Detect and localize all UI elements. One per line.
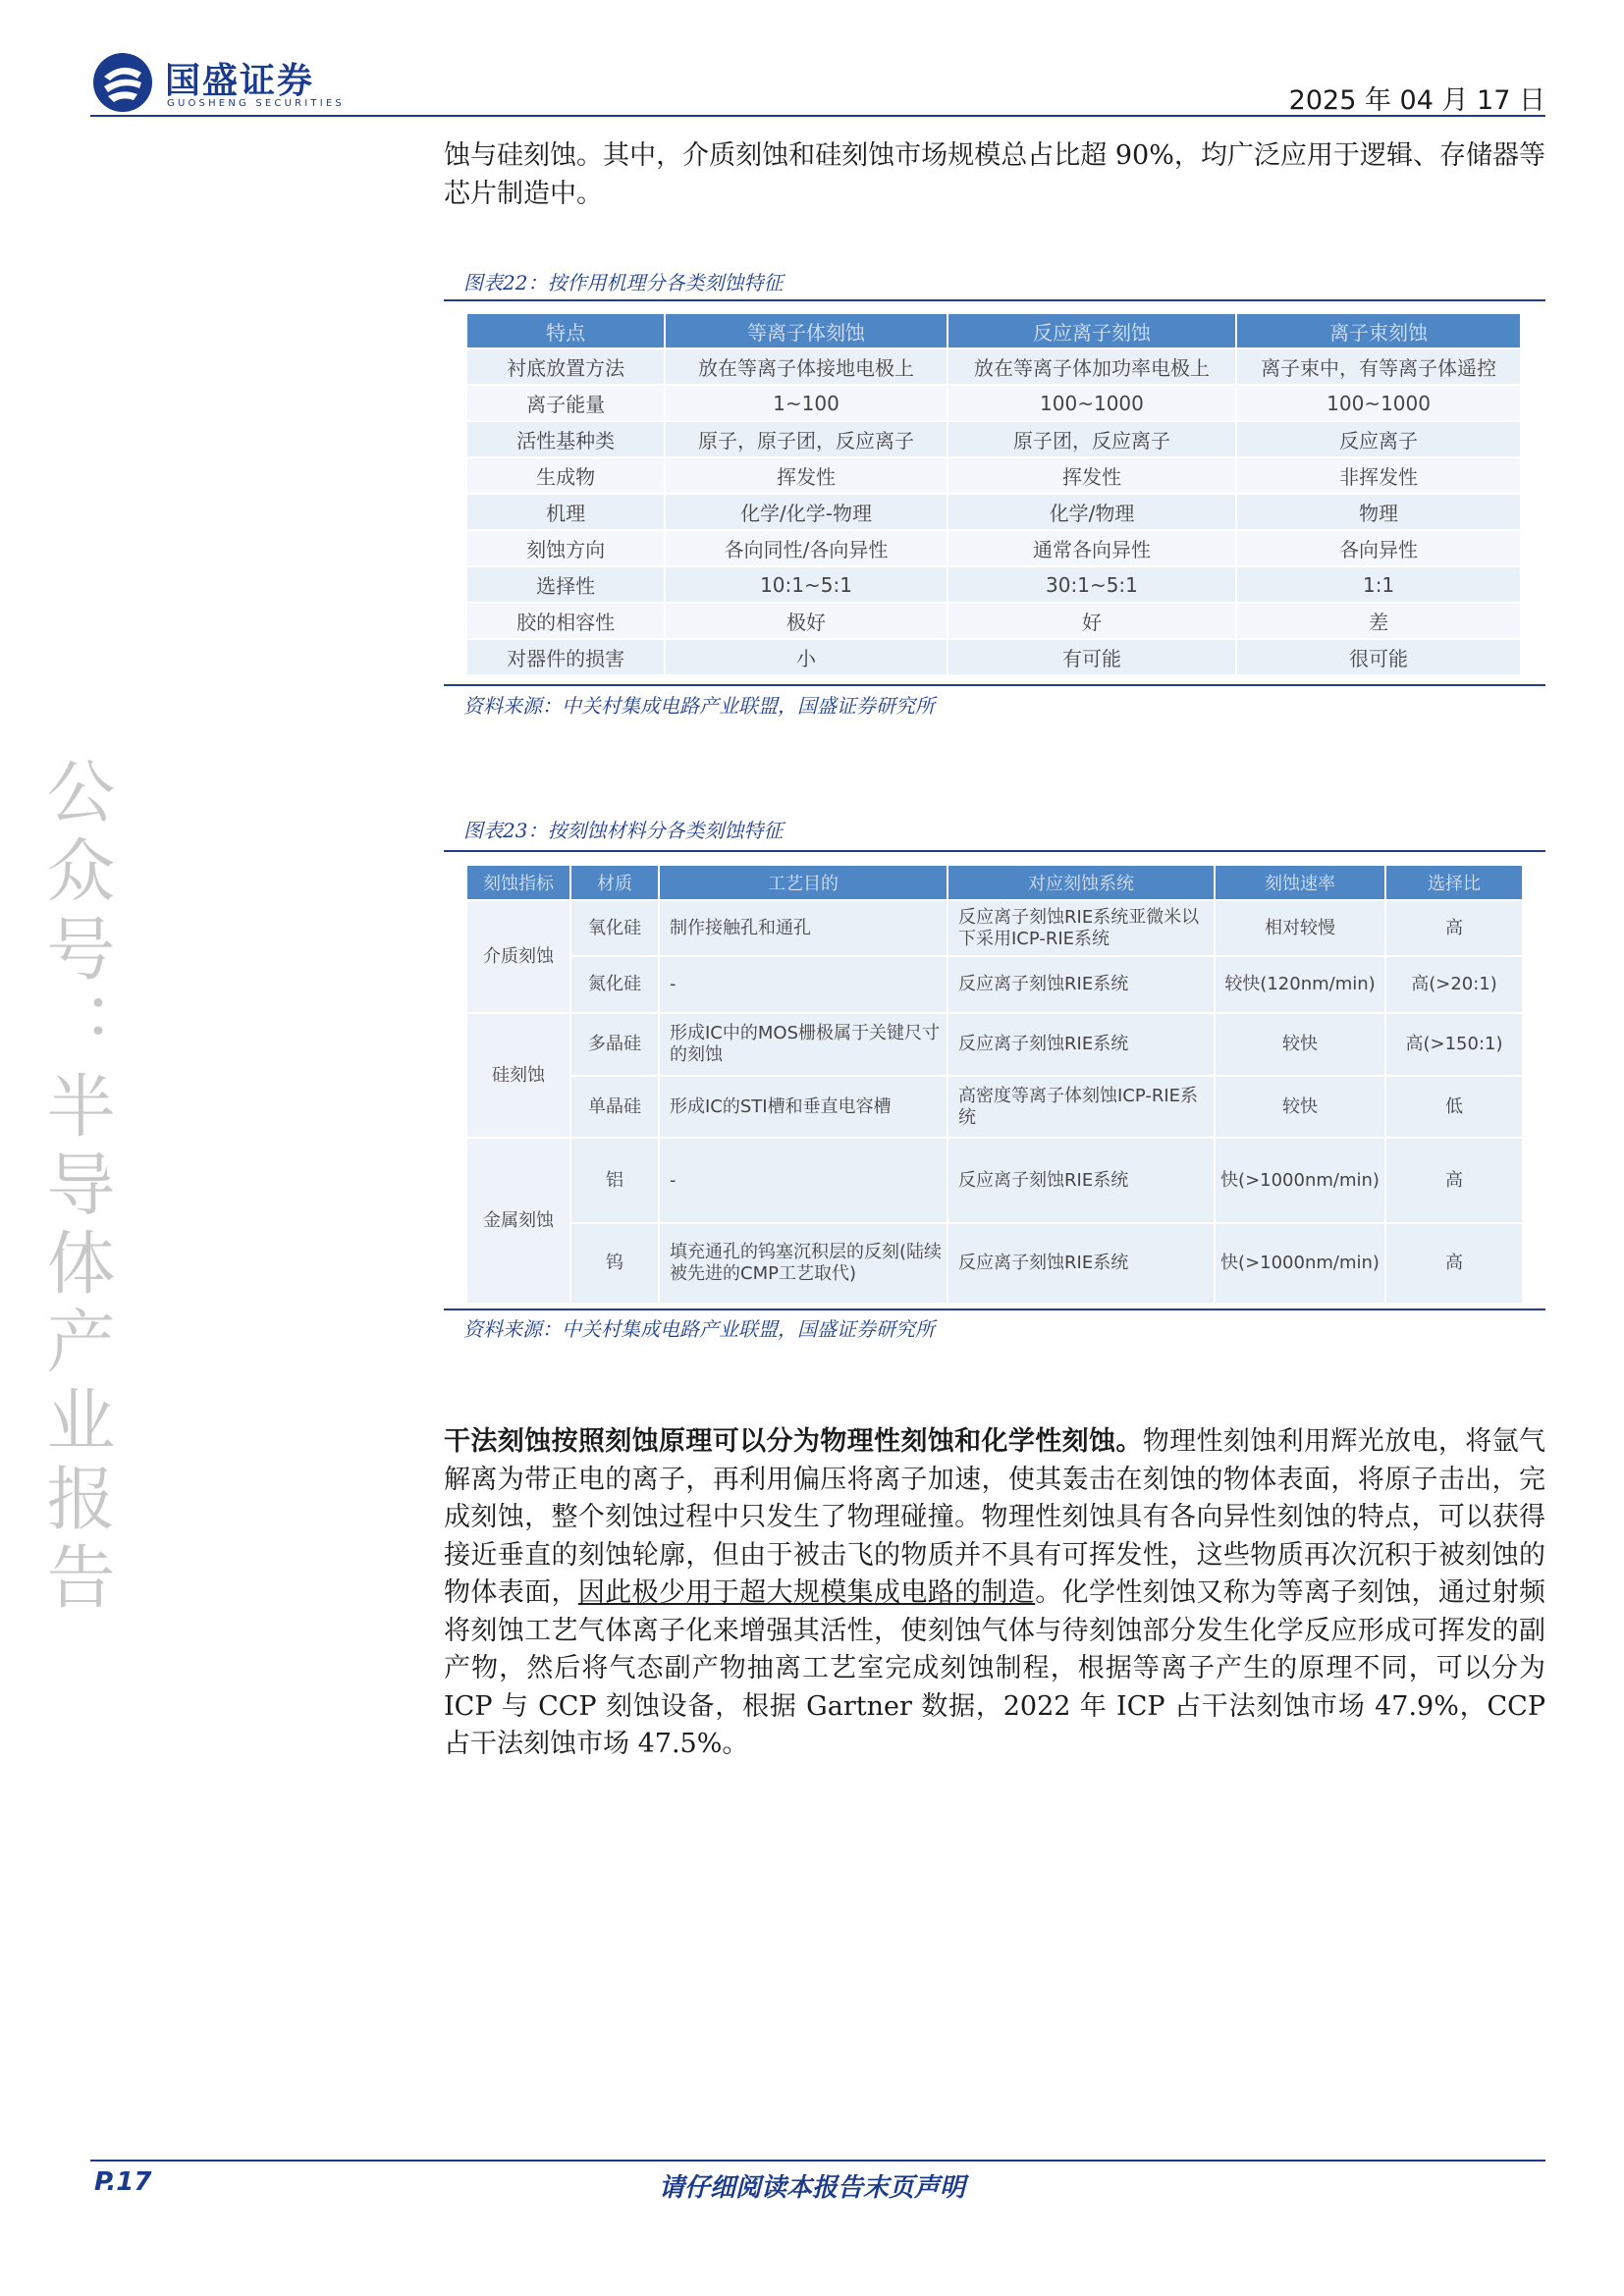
- table-cell: 氧化硅: [570, 900, 659, 956]
- table-row: [466, 457, 1521, 494]
- figure23-top-rule: [444, 850, 1545, 852]
- table-row: [466, 566, 1521, 603]
- figure23-bottom-rule: [444, 1308, 1545, 1310]
- table-cell: 对器件的损害: [466, 639, 665, 675]
- table-header-cell: 特点: [466, 313, 665, 348]
- table-cell: 较快(120nm/min): [1215, 956, 1385, 1013]
- paragraph-text: 。化学性刻蚀又称为等离子刻蚀，通过射频将刻蚀工艺气体离子化来增强其活性，使刻蚀气体与待刻蚀部分发生化学反应形成可挥发的副产物，然后将气态副产物抽离工艺室完成刻蚀制程，根据等离子产生的原理不同，可以分为 ICP 与 CCP 刻蚀设备，根据 Gartner 数据，2022 年 ICP 占干法刻蚀市场 47.9%，CCP 占干法刻蚀市场 47.5%。: [444, 1577, 1545, 1759]
- table-row: [466, 956, 1523, 1013]
- dry-etching-paragraph: [444, 1423, 1545, 1764]
- table-cell: 很可能: [1236, 639, 1521, 675]
- table-cell: 钨: [570, 1223, 659, 1304]
- table-cell: 化学/物理: [947, 494, 1236, 530]
- table-row: [466, 494, 1521, 530]
- intro-paragraph: 蚀与硅刻蚀。其中，介质刻蚀和硅刻蚀市场规模总占比超 90%，均广泛应用于逻辑、存储器等芯片制造中。: [444, 140, 1545, 209]
- table-cell: 放在等离子体加功率电极上: [947, 348, 1236, 385]
- table-cell: 1~100: [665, 385, 947, 421]
- table-cell: 放在等离子体接地电极上: [665, 348, 947, 385]
- table-cell: 氮化硅: [570, 956, 659, 1013]
- table-cell: 小: [665, 639, 947, 675]
- table-cell: 多晶硅: [570, 1013, 659, 1076]
- table-row: [466, 385, 1521, 421]
- table-cell: 挥发性: [947, 457, 1236, 494]
- table-cell: 低: [1385, 1076, 1523, 1138]
- table-cell: 活性基种类: [466, 421, 665, 457]
- table-cell: 机理: [466, 494, 665, 530]
- table-header-cell: 对应刻蚀系统: [947, 865, 1215, 900]
- table-cell: -: [659, 1138, 947, 1223]
- guosheng-logo-icon: [90, 51, 155, 114]
- table-cell: 差: [1236, 603, 1521, 639]
- table-cell: 快(>1000nm/min): [1215, 1223, 1385, 1304]
- table-header-cell: 离子束刻蚀: [1236, 313, 1521, 348]
- table-cell: 有可能: [947, 639, 1236, 675]
- table-cell: 形成IC的STI槽和垂直电容槽: [659, 1076, 947, 1138]
- table-cell: 离子能量: [466, 385, 665, 421]
- figure22-title: 图表22：按作用机理分各类刻蚀特征: [463, 271, 784, 294]
- table-cell: 各向异性: [1236, 530, 1521, 566]
- table-header-row: [466, 313, 1521, 348]
- table-cell: 制作接触孔和通孔: [659, 900, 947, 956]
- table-row: [466, 639, 1521, 675]
- table-cell: 生成物: [466, 457, 665, 494]
- table-cell: 快(>1000nm/min): [1215, 1138, 1385, 1223]
- report-date: 2025 年 04 月 17 日: [1288, 85, 1545, 116]
- figure23-source: 资料来源：中关村集成电路产业联盟，国盛证券研究所: [463, 1317, 935, 1341]
- table-cell: 较快: [1215, 1013, 1385, 1076]
- table-cell: 高(>20:1): [1385, 956, 1523, 1013]
- table-cell: 刻蚀方向: [466, 530, 665, 566]
- table-cell: 离子束中，有等离子体遥控: [1236, 348, 1521, 385]
- table-cell: 各向同性/各向异性: [665, 530, 947, 566]
- footer-divider: [90, 2160, 1545, 2162]
- figure22-source: 资料来源：中关村集成电路产业联盟，国盛证券研究所: [463, 694, 935, 718]
- group-cell: 介质刻蚀: [466, 900, 570, 1013]
- paragraph-text: 物理性刻蚀利用辉光放电，将氩气解离为带正电的离子，再利用偏压将离子加速，使其轰击在刻蚀的物体表面，将原子击出，完成刻蚀，整个刻蚀过程中只发生了物理碰撞。物理性刻蚀具有各向异性刻蚀的特点，可以获得接近垂直的刻蚀轮廓，但由于被击飞的物质并不具有可挥发性，这些物质再次沉积于被刻蚀的物体表面，: [444, 1426, 1545, 1608]
- paragraph-lead-sentence: 干法刻蚀按照刻蚀原理可以分为物理性刻蚀和化学性刻蚀。: [444, 1426, 1143, 1457]
- table-row: [466, 530, 1521, 566]
- figure22-top-rule: [444, 299, 1545, 301]
- footer-disclaimer: 请仔细阅读本报告末页声明: [658, 2173, 965, 2203]
- table-cell: 极好: [665, 603, 947, 639]
- table-header-cell: 刻蚀指标: [466, 865, 570, 900]
- table-cell: 高: [1385, 1138, 1523, 1223]
- table-row: [466, 1076, 1523, 1138]
- table-cell: 衬底放置方法: [466, 348, 665, 385]
- table-cell: 10:1~5:1: [665, 566, 947, 603]
- table-cell: 铝: [570, 1138, 659, 1223]
- table-cell: 选择性: [466, 566, 665, 603]
- table-cell: 100~1000: [947, 385, 1236, 421]
- side-watermark: 公众号：半导体产业报告: [35, 756, 116, 1620]
- table-header-cell: 材质: [570, 865, 659, 900]
- table-cell: 30:1~5:1: [947, 566, 1236, 603]
- figure23-title: 图表23：按刻蚀材料分各类刻蚀特征: [463, 819, 784, 842]
- table-cell: 挥发性: [665, 457, 947, 494]
- table-cell: 高: [1385, 1223, 1523, 1304]
- logo-english-name: GUOSHENG SECURITIES: [167, 98, 345, 109]
- header-divider: [90, 115, 1545, 117]
- table-header-cell: 反应离子刻蚀: [947, 313, 1236, 348]
- table-cell: 高密度等离子体刻蚀ICP-RIE系统: [947, 1076, 1215, 1138]
- table-header-cell: 选择比: [1385, 865, 1523, 900]
- table-cell: 反应离子刻蚀RIE系统: [947, 956, 1215, 1013]
- table-cell: 好: [947, 603, 1236, 639]
- table-cell: 相对较慢: [1215, 900, 1385, 956]
- table-cell: 1:1: [1236, 566, 1521, 603]
- figure22-table: [465, 312, 1522, 676]
- table-cell: 化学/化学-物理: [665, 494, 947, 530]
- table-cell: 胶的相容性: [466, 603, 665, 639]
- table-cell: 反应离子刻蚀RIE系统: [947, 1223, 1215, 1304]
- table-cell: 反应离子刻蚀RIE系统: [947, 1138, 1215, 1223]
- table-cell: 单晶硅: [570, 1076, 659, 1138]
- page-number: P.17: [94, 2167, 152, 2197]
- table-row: [466, 1223, 1523, 1304]
- table-cell: 反应离子: [1236, 421, 1521, 457]
- group-cell: 硅刻蚀: [466, 1013, 570, 1138]
- table-cell: 高: [1385, 900, 1523, 956]
- table-cell: -: [659, 956, 947, 1013]
- table-header-cell: 工艺目的: [659, 865, 947, 900]
- table-cell: 形成IC中的MOS栅极属于关键尺寸的刻蚀: [659, 1013, 947, 1076]
- table-cell: 非挥发性: [1236, 457, 1521, 494]
- group-cell: 金属刻蚀: [466, 1138, 570, 1304]
- table-row: [466, 1138, 1523, 1223]
- table-cell: 原子团，反应离子: [947, 421, 1236, 457]
- table-cell: 反应离子刻蚀RIE系统: [947, 1013, 1215, 1076]
- company-logo: [90, 51, 346, 114]
- table-cell: 100~1000: [1236, 385, 1521, 421]
- table-row: [466, 603, 1521, 639]
- table-cell: 反应离子刻蚀RIE系统亚微米以下采用ICP-RIE系统: [947, 900, 1215, 956]
- table-row: [466, 1013, 1523, 1076]
- logo-chinese-name: 国盛证券: [165, 61, 315, 101]
- table-cell: 较快: [1215, 1076, 1385, 1138]
- table-cell: 高(>150:1): [1385, 1013, 1523, 1076]
- table-cell: 填充通孔的钨塞沉积层的反刻(陆续被先进的CMP工艺取代): [659, 1223, 947, 1304]
- table-header-row: [466, 865, 1523, 900]
- table-header-cell: 等离子体刻蚀: [665, 313, 947, 348]
- figure23-table: [465, 864, 1524, 1305]
- paragraph-underlined-text: 因此极少用于超大规模集成电路的制造: [577, 1577, 1036, 1608]
- table-cell: 原子，原子团，反应离子: [665, 421, 947, 457]
- table-row: [466, 348, 1521, 385]
- table-cell: 物理: [1236, 494, 1521, 530]
- table-header-cell: 刻蚀速率: [1215, 865, 1385, 900]
- figure22-bottom-rule: [444, 684, 1545, 686]
- table-row: [466, 421, 1521, 457]
- table-cell: 通常各向异性: [947, 530, 1236, 566]
- table-row: [466, 900, 1523, 956]
